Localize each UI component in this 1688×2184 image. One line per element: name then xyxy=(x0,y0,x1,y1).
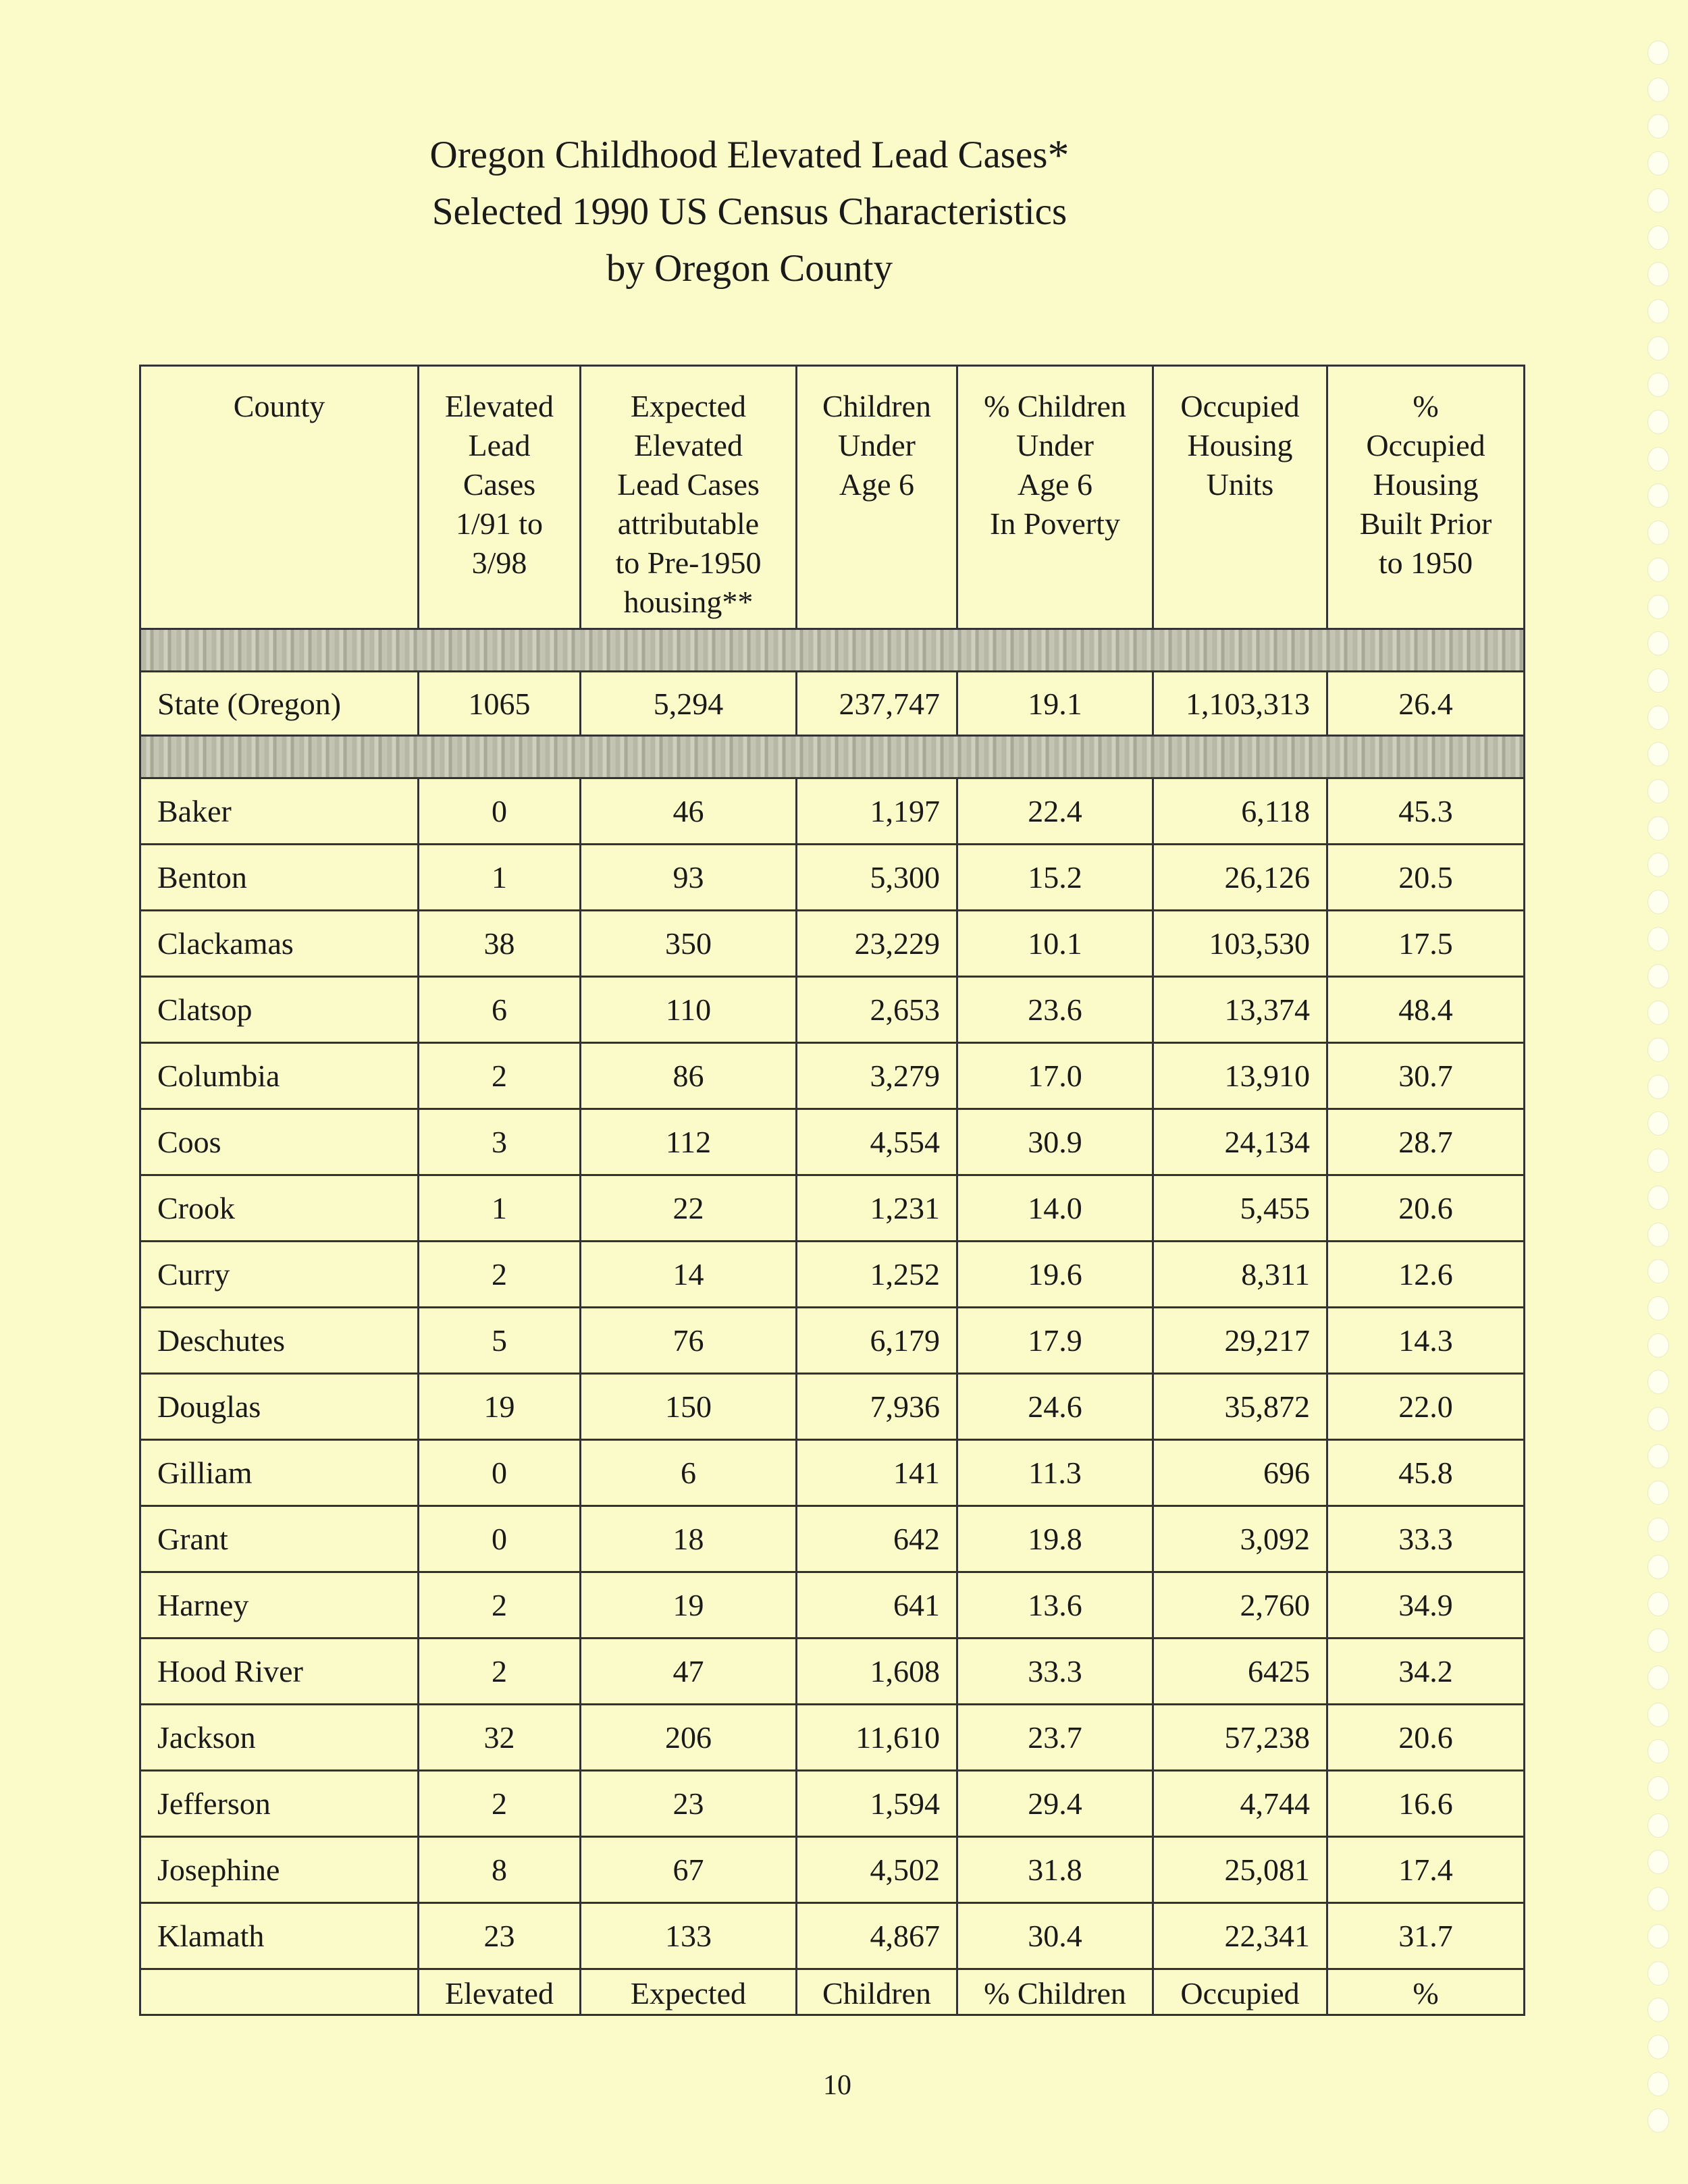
cell-children: 6,179 xyxy=(797,1308,957,1374)
cell-expected: 112 xyxy=(581,1109,797,1175)
table-row xyxy=(140,1043,1525,1109)
cell-name: Crook xyxy=(140,1175,419,1242)
lead-cases-table xyxy=(139,365,1525,2016)
footer-cell: % xyxy=(1327,1969,1525,2015)
cell-expected: 76 xyxy=(581,1308,797,1374)
table-row xyxy=(140,1639,1525,1705)
page-number: 10 xyxy=(823,2070,851,2101)
header-occupied-housing: Occupied Housing Units xyxy=(1153,366,1327,629)
footer-cell: % Children xyxy=(957,1969,1153,2015)
table-row xyxy=(140,1771,1525,1837)
cell-poverty: 11.3 xyxy=(957,1440,1153,1506)
cell-poverty: 30.9 xyxy=(957,1109,1153,1175)
cell-elevated: 2 xyxy=(419,1639,581,1705)
cell-expected: 19 xyxy=(581,1572,797,1639)
cell-housing: 13,374 xyxy=(1153,977,1327,1043)
cell-elevated: 1 xyxy=(419,845,581,911)
cell-housing: 26,126 xyxy=(1153,845,1327,911)
cell-elevated: 38 xyxy=(419,911,581,977)
table-row xyxy=(140,1837,1525,1903)
cell-housing: 8,311 xyxy=(1153,1242,1327,1308)
cell-housing: 5,455 xyxy=(1153,1175,1327,1242)
cell-housing: 4,744 xyxy=(1153,1771,1327,1837)
table-row xyxy=(140,1308,1525,1374)
cell-expected: 46 xyxy=(581,778,797,845)
cell-pre1950: 17.5 xyxy=(1327,911,1525,977)
header-children-poverty: % Children Under Age 6 In Poverty xyxy=(957,366,1153,629)
cell-pre1950: 14.3 xyxy=(1327,1308,1525,1374)
table-row xyxy=(140,1506,1525,1572)
cell-name: Curry xyxy=(140,1242,419,1308)
cell-children: 141 xyxy=(797,1440,957,1506)
cell-poverty: 13.6 xyxy=(957,1572,1153,1639)
state-poverty: 19.1 xyxy=(957,672,1153,736)
cell-elevated: 6 xyxy=(419,977,581,1043)
cell-housing: 24,134 xyxy=(1153,1109,1327,1175)
cell-name: Benton xyxy=(140,845,419,911)
cell-pre1950: 20.6 xyxy=(1327,1705,1525,1771)
cell-elevated: 32 xyxy=(419,1705,581,1771)
cell-children: 642 xyxy=(797,1506,957,1572)
cell-pre1950: 17.4 xyxy=(1327,1837,1525,1903)
cell-expected: 67 xyxy=(581,1837,797,1903)
cell-pre1950: 22.0 xyxy=(1327,1374,1525,1440)
page-title xyxy=(0,127,1499,297)
cell-name: Gilliam xyxy=(140,1440,419,1506)
table-row xyxy=(140,1374,1525,1440)
cell-children: 1,197 xyxy=(797,778,957,845)
cell-children: 4,554 xyxy=(797,1109,957,1175)
cell-children: 641 xyxy=(797,1572,957,1639)
shaded-separator xyxy=(140,629,1525,672)
cell-expected: 93 xyxy=(581,845,797,911)
cell-pre1950: 16.6 xyxy=(1327,1771,1525,1837)
state-pre1950: 26.4 xyxy=(1327,672,1525,736)
footer-cell: Children xyxy=(797,1969,957,2015)
cell-children: 3,279 xyxy=(797,1043,957,1109)
cell-poverty: 19.6 xyxy=(957,1242,1153,1308)
table-footer-row xyxy=(140,1969,1525,2015)
cell-poverty: 29.4 xyxy=(957,1771,1153,1837)
cell-pre1950: 33.3 xyxy=(1327,1506,1525,1572)
cell-elevated: 3 xyxy=(419,1109,581,1175)
cell-housing: 35,872 xyxy=(1153,1374,1327,1440)
cell-poverty: 10.1 xyxy=(957,911,1153,977)
header-pre1950-housing: % Occupied Housing Built Prior to 1950 xyxy=(1327,366,1525,629)
cell-pre1950: 30.7 xyxy=(1327,1043,1525,1109)
cell-children: 1,594 xyxy=(797,1771,957,1837)
cell-poverty: 23.6 xyxy=(957,977,1153,1043)
cell-housing: 6425 xyxy=(1153,1639,1327,1705)
cell-name: Grant xyxy=(140,1506,419,1572)
cell-children: 7,936 xyxy=(797,1374,957,1440)
cell-children: 23,229 xyxy=(797,911,957,977)
cell-name: Josephine xyxy=(140,1837,419,1903)
spiral-binding-holes xyxy=(1647,41,1674,2133)
cell-elevated: 19 xyxy=(419,1374,581,1440)
cell-poverty: 19.8 xyxy=(957,1506,1153,1572)
cell-children: 2,653 xyxy=(797,977,957,1043)
cell-expected: 14 xyxy=(581,1242,797,1308)
cell-name: Clackamas xyxy=(140,911,419,977)
cell-housing: 29,217 xyxy=(1153,1308,1327,1374)
cell-pre1950: 20.6 xyxy=(1327,1175,1525,1242)
table-row xyxy=(140,1572,1525,1639)
cell-children: 4,867 xyxy=(797,1903,957,1969)
cell-elevated: 5 xyxy=(419,1308,581,1374)
cell-poverty: 22.4 xyxy=(957,778,1153,845)
cell-poverty: 33.3 xyxy=(957,1639,1153,1705)
cell-housing: 25,081 xyxy=(1153,1837,1327,1903)
cell-pre1950: 45.8 xyxy=(1327,1440,1525,1506)
cell-name: Baker xyxy=(140,778,419,845)
cell-pre1950: 48.4 xyxy=(1327,977,1525,1043)
cell-children: 11,610 xyxy=(797,1705,957,1771)
cell-expected: 350 xyxy=(581,911,797,977)
cell-pre1950: 31.7 xyxy=(1327,1903,1525,1969)
cell-pre1950: 45.3 xyxy=(1327,778,1525,845)
title-line-2: Selected 1990 US Census Characteristics xyxy=(431,190,1067,233)
cell-housing: 6,118 xyxy=(1153,778,1327,845)
cell-name: Deschutes xyxy=(140,1308,419,1374)
cell-elevated: 0 xyxy=(419,778,581,845)
cell-name: Hood River xyxy=(140,1639,419,1705)
cell-expected: 150 xyxy=(581,1374,797,1440)
cell-name: Jefferson xyxy=(140,1771,419,1837)
header-children-under-6: Children Under Age 6 xyxy=(797,366,957,629)
cell-elevated: 2 xyxy=(419,1771,581,1837)
cell-elevated: 1 xyxy=(419,1175,581,1242)
cell-pre1950: 34.2 xyxy=(1327,1639,1525,1705)
table-row xyxy=(140,1705,1525,1771)
header-county: County xyxy=(140,366,419,629)
state-elevated: 1065 xyxy=(419,672,581,736)
cell-expected: 86 xyxy=(581,1043,797,1109)
cell-expected: 206 xyxy=(581,1705,797,1771)
header-expected-cases: Expected Elevated Lead Cases attributable to Pre-1950 housing** xyxy=(581,366,797,629)
cell-elevated: 2 xyxy=(419,1043,581,1109)
table-row xyxy=(140,778,1525,845)
cell-poverty: 15.2 xyxy=(957,845,1153,911)
county-rows xyxy=(140,778,1525,1969)
cell-expected: 47 xyxy=(581,1639,797,1705)
cell-expected: 133 xyxy=(581,1903,797,1969)
shaded-separator xyxy=(140,736,1525,778)
footer-cell: Elevated xyxy=(419,1969,581,2015)
footer-cell: Expected xyxy=(581,1969,797,2015)
cell-name: Klamath xyxy=(140,1903,419,1969)
cell-name: Columbia xyxy=(140,1043,419,1109)
cell-elevated: 0 xyxy=(419,1440,581,1506)
cell-poverty: 31.8 xyxy=(957,1837,1153,1903)
table-row xyxy=(140,1109,1525,1175)
footer-cell xyxy=(140,1969,419,2015)
cell-housing: 13,910 xyxy=(1153,1043,1327,1109)
table-row xyxy=(140,845,1525,911)
cell-elevated: 8 xyxy=(419,1837,581,1903)
cell-expected: 23 xyxy=(581,1771,797,1837)
cell-name: Clatsop xyxy=(140,977,419,1043)
cell-housing: 3,092 xyxy=(1153,1506,1327,1572)
cell-elevated: 2 xyxy=(419,1242,581,1308)
cell-elevated: 2 xyxy=(419,1572,581,1639)
footer-cell: Occupied xyxy=(1153,1969,1327,2015)
cell-elevated: 23 xyxy=(419,1903,581,1969)
cell-children: 5,300 xyxy=(797,845,957,911)
cell-name: Coos xyxy=(140,1109,419,1175)
table-header-row xyxy=(140,366,1525,629)
title-line-1: Oregon Childhood Elevated Lead Cases xyxy=(429,134,1048,176)
cell-pre1950: 34.9 xyxy=(1327,1572,1525,1639)
cell-poverty: 23.7 xyxy=(957,1705,1153,1771)
cell-children: 1,252 xyxy=(797,1242,957,1308)
cell-housing: 57,238 xyxy=(1153,1705,1327,1771)
cell-children: 1,608 xyxy=(797,1639,957,1705)
cell-housing: 103,530 xyxy=(1153,911,1327,977)
state-children: 237,747 xyxy=(797,672,957,736)
state-name: State (Oregon) xyxy=(140,672,419,736)
cell-pre1950: 12.6 xyxy=(1327,1242,1525,1308)
cell-poverty: 17.9 xyxy=(957,1308,1153,1374)
table-row xyxy=(140,977,1525,1043)
cell-poverty: 24.6 xyxy=(957,1374,1153,1440)
cell-pre1950: 20.5 xyxy=(1327,845,1525,911)
cell-housing: 696 xyxy=(1153,1440,1327,1506)
cell-expected: 18 xyxy=(581,1506,797,1572)
cell-poverty: 30.4 xyxy=(957,1903,1153,1969)
cell-poverty: 17.0 xyxy=(957,1043,1153,1109)
cell-elevated: 0 xyxy=(419,1506,581,1572)
state-row xyxy=(140,672,1525,736)
cell-housing: 22,341 xyxy=(1153,1903,1327,1969)
state-housing: 1,103,313 xyxy=(1153,672,1327,736)
cell-housing: 2,760 xyxy=(1153,1572,1327,1639)
cell-name: Jackson xyxy=(140,1705,419,1771)
table-row xyxy=(140,1440,1525,1506)
cell-poverty: 14.0 xyxy=(957,1175,1153,1242)
cell-expected: 110 xyxy=(581,977,797,1043)
table-row xyxy=(140,1903,1525,1969)
cell-name: Harney xyxy=(140,1572,419,1639)
cell-children: 4,502 xyxy=(797,1837,957,1903)
cell-expected: 22 xyxy=(581,1175,797,1242)
title-line-3: by Oregon County xyxy=(606,247,893,290)
cell-name: Douglas xyxy=(140,1374,419,1440)
title-asterisk: * xyxy=(1047,131,1070,179)
table-row xyxy=(140,911,1525,977)
cell-pre1950: 28.7 xyxy=(1327,1109,1525,1175)
table-row xyxy=(140,1175,1525,1242)
cell-expected: 6 xyxy=(581,1440,797,1506)
table-row xyxy=(140,1242,1525,1308)
header-elevated-cases: Elevated Lead Cases 1/91 to 3/98 xyxy=(419,366,581,629)
state-expected: 5,294 xyxy=(581,672,797,736)
cell-children: 1,231 xyxy=(797,1175,957,1242)
